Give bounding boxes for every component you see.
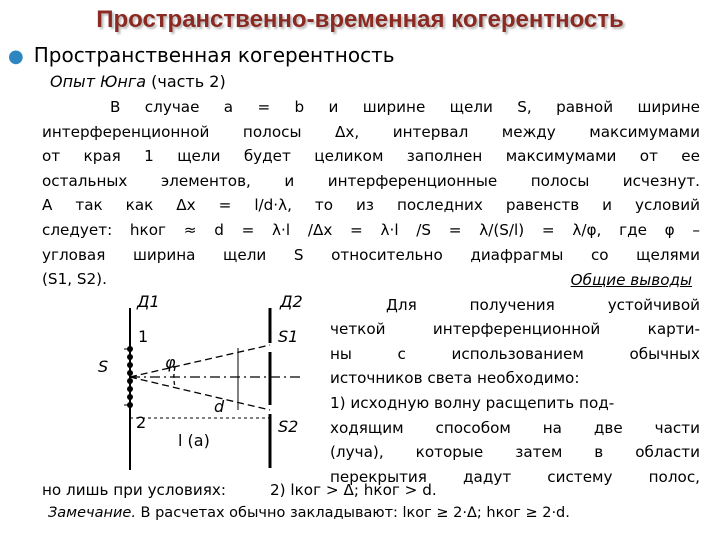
label-edge-2: 2 bbox=[136, 413, 147, 432]
conclusion-line: Для получения устойчивой bbox=[386, 295, 700, 314]
label-phi: φ bbox=[165, 353, 176, 372]
conclusion-line: ходящим способом на две части bbox=[330, 418, 700, 437]
subtitle-rest: (часть 2) bbox=[146, 72, 226, 91]
conditions-right: 2) lког > Δ; hког > d. bbox=[269, 481, 437, 499]
bullet-dot-icon: ● bbox=[8, 46, 24, 67]
conclusion-line: (луча), которые затем в области bbox=[330, 443, 700, 462]
paragraph-line: В случае a = b и ширине щели S, равной ширине bbox=[110, 98, 700, 116]
label-l: l (a) bbox=[178, 431, 210, 450]
conclusion-line: источников света необходимо: bbox=[330, 369, 580, 388]
paragraph-line: остальных элементов, и интерференционные полосы исчезнут. bbox=[42, 171, 700, 190]
label-edge-1: 1 bbox=[138, 327, 149, 346]
conclusion-line: перекрытия дадут систему полос, bbox=[330, 467, 700, 486]
paragraph-line: следует: hког ≈ d = λ·l /Δx = λ·l /S = λ/(S/l) = λ/φ, где φ – bbox=[42, 220, 700, 239]
paragraph-line: угловая ширина щели S относительно диафрагмы со щелями bbox=[42, 245, 700, 264]
label-d: d bbox=[214, 397, 225, 416]
conditions-left: но лишь при условиях: bbox=[42, 481, 226, 499]
bullet-text: Пространственная когерентность bbox=[33, 43, 395, 67]
ray-upper bbox=[130, 345, 270, 377]
slide-title: Пространственно-временная когерентность bbox=[96, 6, 624, 33]
label-d2: Д2 bbox=[280, 292, 303, 311]
conclusion-line: четкой интерференционной карти- bbox=[330, 320, 700, 339]
label-s1: S1 bbox=[278, 327, 299, 346]
subtitle-italic: Опыт Юнга bbox=[50, 72, 147, 91]
paragraph-line: (S1, S2). bbox=[42, 270, 107, 289]
conclusion-line: ны с использованием обычных bbox=[330, 344, 700, 363]
conclusions-heading: Общие выводы bbox=[570, 271, 692, 289]
label-s: S bbox=[98, 357, 109, 376]
paragraph-line: от края 1 щели будет целиком заполнен максимумами от ее bbox=[42, 147, 700, 166]
label-s2: S2 bbox=[278, 417, 299, 436]
label-d1: Д1 bbox=[137, 292, 160, 311]
paragraph-line: А так как Δx = l/d·λ, то из последних равенств и условий bbox=[42, 196, 700, 215]
conclusion-line: 1) исходную волну расщепить под- bbox=[330, 393, 615, 412]
paragraph-line: интерференционной полосы Δx, интервал между максимумами bbox=[42, 122, 700, 141]
remark-text: В расчетах обычно закладывают: lког ≥ 2·Δ; hког ≥ 2·d. bbox=[135, 505, 570, 521]
remark-label: Замечание. bbox=[48, 505, 136, 521]
ray-lower bbox=[130, 377, 270, 410]
